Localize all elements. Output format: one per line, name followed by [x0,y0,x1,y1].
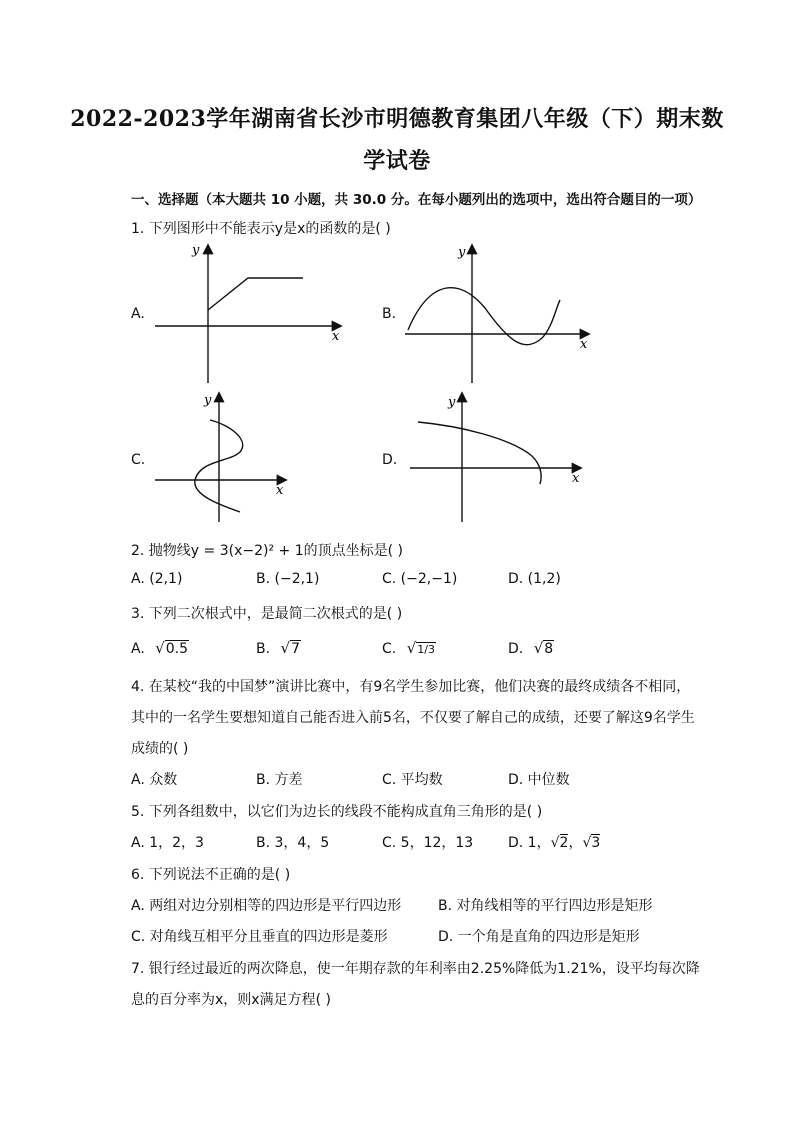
q1-label-d: D. [382,452,398,468]
q6-option-b: B. 对角线相等的平行四边形是矩形 [438,898,653,914]
sqrt-symbol-icon: √ [533,639,544,657]
q5-option-d [508,832,600,852]
q3-radicand-c: 1/3 [417,643,435,656]
q3-radicand-a: 0.5 [165,641,189,657]
sqrt-symbol-icon: √ [550,835,560,851]
q3-radicand-d: 8 [544,641,554,657]
question-4-line1: 4. 在某校“我的中国梦”演讲比赛中，有9名学生参加比赛，他们决赛的最终成绩各不相同， [131,679,691,695]
q3-option-a-label: A. [131,641,145,657]
graph-b-y-label: y [458,245,466,260]
q3-option-a [131,639,189,657]
graph-c-y-label: y [204,393,212,408]
graph-b-curve [408,288,560,345]
q3-option-b [256,639,301,657]
q5-option-d-sep: ， [568,835,583,851]
q2-option-d: D. (1,2) [508,571,561,587]
q5-option-a: A. 1，2，3 [131,835,204,851]
q6-option-a: A. 两组对边分别相等的四边形是平行四边形 [131,898,402,914]
graph-a [150,238,350,388]
question-6-stem: 6. 下列说法不正确的是( ) [131,867,291,883]
graph-c-x-label: x [276,483,284,498]
exam-title-line1: 2022-2023学年湖南省长沙市明德教育集团八年级（下）期末数 [70,106,724,132]
q5-option-b: B. 3，4，5 [256,835,330,851]
sqrt-symbol-icon: √ [582,835,592,851]
sqrt-symbol-icon: √ [155,639,165,657]
q4-option-c: C. 平均数 [382,772,443,788]
q2-option-b: B. (−2,1) [256,571,320,587]
graph-a-x-label: x [332,329,340,344]
graph-d [400,390,600,525]
question-2-stem: 2. 抛物线y = 3(x−2)² + 1的顶点坐标是( ) [131,543,404,559]
q2-option-a: A. (2,1) [131,571,183,587]
q3-option-d [508,639,554,657]
graph-c [150,390,350,525]
q3-option-c [382,639,436,657]
q5-option-d-radicand-2: 3 [591,835,601,851]
question-4-line3: 成绩的( ) [131,741,189,757]
q4-option-d: D. 中位数 [508,772,570,788]
q6-option-d: D. 一个角是直角的四边形是矩形 [438,929,640,945]
section-heading: 一、选择题（本大题共 10 小题，共 30.0 分。在每小题列出的选项中，选出符合题目的一项） [131,192,702,208]
q3-option-d-label: D. [508,641,524,657]
exam-title-line2: 学试卷 [363,148,431,174]
q3-radicand-b: 7 [291,641,300,657]
q4-option-a: A. 众数 [131,772,178,788]
graph-b [400,238,600,388]
question-7-line2: 息的百分率为x，则x满足方程( ) [131,992,331,1008]
q5-option-d-label: D. 1， [508,835,551,851]
graph-d-curve [418,422,541,484]
graph-a-y-label: y [192,243,200,258]
question-5-stem: 5. 下列各组数中，以它们为边长的线段不能构成直角三角形的是( ) [131,804,543,820]
sqrt-symbol-icon: √ [280,639,291,657]
q1-label-b: B. [382,306,397,322]
q1-label-a: A. [131,306,145,322]
graph-b-x-label: x [580,337,588,352]
question-1-stem: 1. 下列图形中不能表示y是x的函数的是( ) [131,221,391,237]
q4-option-b: B. 方差 [256,772,303,788]
question-3-stem: 3. 下列二次根式中，是最简二次根式的是( ) [131,606,403,622]
q3-option-b-label: B. [256,641,271,657]
q2-option-c: C. (−2,−1) [382,571,458,587]
q6-option-c: C. 对角线互相平分且垂直的四边形是菱形 [131,929,388,945]
question-7-line1: 7. 银行经过最近的两次降息，使一年期存款的年利率由2.25%降低为1.21%，设平均每次降 [131,961,700,977]
sqrt-symbol-icon: √ [406,639,417,657]
graph-d-y-label: y [448,395,456,410]
graph-d-x-label: x [572,471,580,486]
graph-a-curve [208,278,303,310]
q1-label-c: C. [131,452,146,468]
question-4-line2: 其中的一名学生要想知道自己能否进入前5名，不仅要了解自己的成绩，还要了解这9名学生 [131,710,695,726]
q5-option-c: C. 5，12，13 [382,835,474,851]
q5-option-d-radicand-1: 2 [559,835,569,851]
q3-option-c-label: C. [382,641,397,657]
